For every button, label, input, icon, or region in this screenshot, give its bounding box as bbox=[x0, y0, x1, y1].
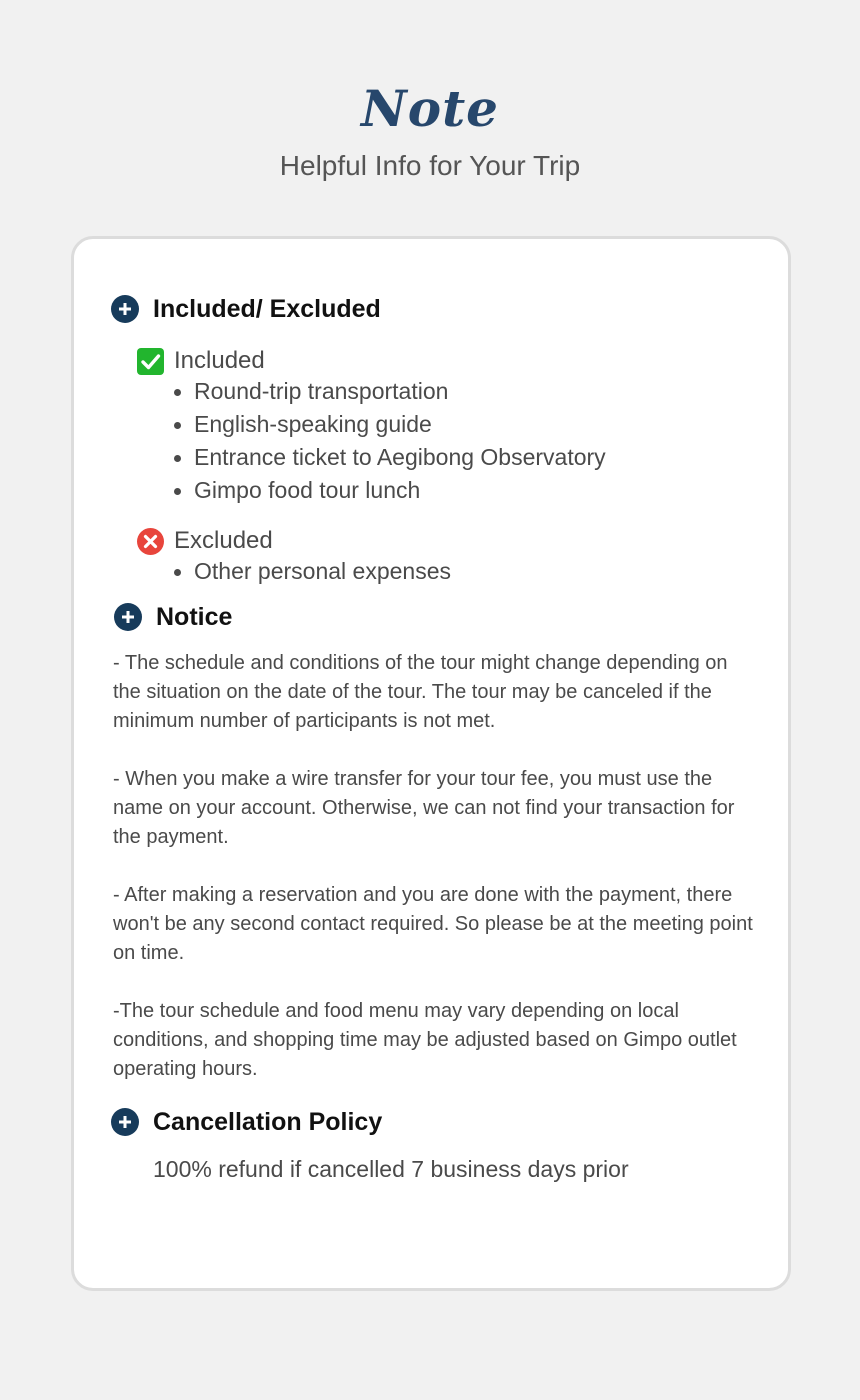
included-excluded-heading bbox=[111, 292, 381, 326]
included-excluded-title: Included/ Excluded bbox=[153, 294, 381, 323]
list-item: Round-trip transportation bbox=[174, 375, 606, 408]
check-icon bbox=[137, 348, 164, 375]
plus-circle-icon bbox=[111, 295, 139, 323]
notice-paragraph: - When you make a wire transfer for your tour fee, you must use the name on your account. Otherwise, we can not find your transaction for the payment. bbox=[113, 768, 735, 848]
list-item: Other personal expenses bbox=[174, 555, 451, 588]
close-circle-icon bbox=[137, 528, 164, 555]
list-item: English-speaking guide bbox=[174, 408, 606, 441]
list-item: Gimpo food tour lunch bbox=[174, 474, 606, 507]
notice-paragraph: - The schedule and conditions of the tour might change depending on the situation on the date of the tour. The tour may be canceled if the minimum number of participants is not met. bbox=[113, 652, 728, 732]
page-header bbox=[0, 78, 860, 184]
included-label: Included bbox=[174, 347, 265, 374]
info-card bbox=[71, 236, 791, 1291]
notice-title: Notice bbox=[156, 602, 233, 631]
excluded-list bbox=[174, 555, 451, 588]
notice-paragraph: - After making a reservation and you are done with the payment, there won't be any second contact required. So please be at the meeting point on time. bbox=[113, 884, 753, 964]
excluded-heading bbox=[137, 527, 273, 555]
page-title: Note bbox=[361, 79, 499, 138]
cancellation-title: Cancellation Policy bbox=[153, 1107, 383, 1136]
notice-paragraph: -The tour schedule and food menu may vary depending on local conditions, and shopping time may be adjusted based on Gimpo outlet operating hours. bbox=[113, 1000, 737, 1080]
plus-circle-icon bbox=[111, 1108, 139, 1136]
notice-body bbox=[113, 649, 753, 1113]
cancellation-text: 100% refund if cancelled 7 business days prior bbox=[153, 1156, 629, 1182]
included-list bbox=[174, 375, 606, 507]
cancellation-heading bbox=[111, 1105, 382, 1139]
plus-circle-icon bbox=[114, 603, 142, 631]
list-item: Entrance ticket to Aegibong Observatory bbox=[174, 441, 606, 474]
included-heading bbox=[137, 347, 265, 375]
excluded-label: Excluded bbox=[174, 527, 273, 554]
page-subtitle: Helpful Info for Your Trip bbox=[279, 150, 581, 181]
notice-heading bbox=[114, 600, 232, 634]
